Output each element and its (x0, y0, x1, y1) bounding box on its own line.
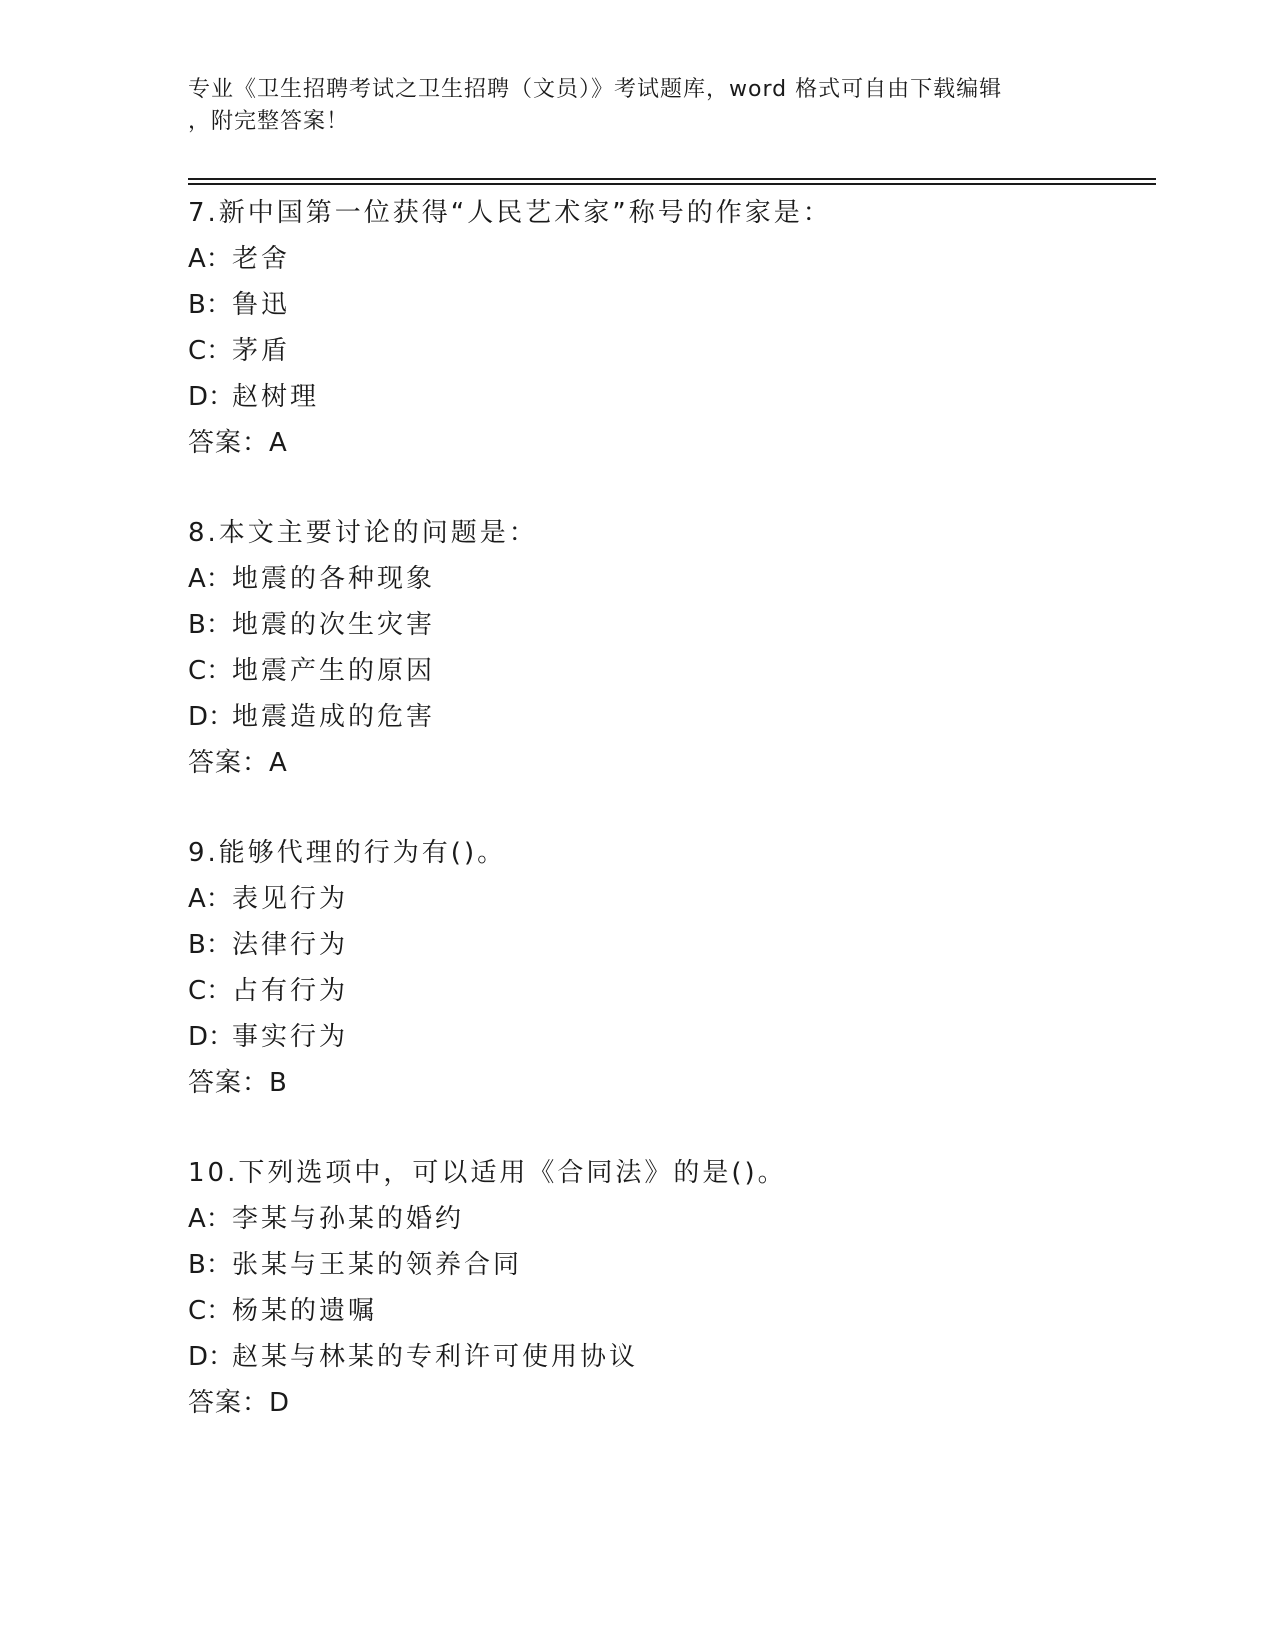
answer: 答案：D (188, 1388, 291, 1418)
option-d (188, 1014, 1148, 1060)
option-key: A： (188, 884, 232, 914)
option-text: 占有行为 (232, 976, 349, 1006)
option-key: B： (188, 610, 232, 640)
document-header (188, 74, 1088, 138)
option-text: 法律行为 (232, 930, 349, 960)
option-text: 李某与孙某的婚约 (232, 1204, 465, 1234)
header-line-2: ，附完整答案！ (188, 109, 350, 134)
option-c (188, 1288, 1148, 1334)
option-text: 地震产生的原因 (232, 656, 436, 686)
option-c (188, 968, 1148, 1014)
option-key: C： (188, 656, 233, 686)
option-b (188, 602, 1148, 648)
option-d (188, 374, 1148, 420)
answer: 答案：A (188, 748, 288, 778)
option-d (188, 1334, 1148, 1380)
option-text: 地震的各种现象 (232, 564, 436, 594)
option-c (188, 648, 1148, 694)
question-10 (188, 1150, 1148, 1470)
option-text: 表见行为 (232, 884, 349, 914)
option-key: B： (188, 930, 232, 960)
option-b (188, 922, 1148, 968)
option-text: 事实行为 (232, 1022, 349, 1052)
option-key: C： (188, 1296, 233, 1326)
option-c (188, 328, 1148, 374)
option-key: D： (188, 1342, 235, 1372)
option-key: A： (188, 564, 232, 594)
option-d (188, 694, 1148, 740)
option-text: 赵某与林某的专利许可使用协议 (232, 1342, 639, 1372)
question-prompt: 8.本文主要讨论的问题是： (188, 518, 538, 548)
question-8 (188, 510, 1148, 830)
option-text: 杨某的遗嘱 (232, 1296, 378, 1326)
header-divider-bottom (188, 183, 1156, 185)
question-7 (188, 190, 1148, 510)
answer: 答案：A (188, 428, 288, 458)
option-text: 茅盾 (232, 336, 291, 366)
option-text: 赵树理 (232, 382, 320, 412)
option-key: D： (188, 1022, 235, 1052)
option-a (188, 1196, 1148, 1242)
option-a (188, 876, 1148, 922)
question-list (188, 190, 1148, 1470)
header-line-1: 专业《卫生招聘考试之卫生招聘（文员）》考试题库，word 格式可自由下载编辑 (188, 77, 1003, 102)
option-text: 地震造成的危害 (232, 702, 436, 732)
option-key: D： (188, 702, 235, 732)
option-a (188, 556, 1148, 602)
option-b (188, 1242, 1148, 1288)
answer: 答案：B (188, 1068, 288, 1098)
option-key: D： (188, 382, 235, 412)
option-key: B： (188, 1250, 232, 1280)
question-9 (188, 830, 1148, 1150)
question-prompt: 7.新中国第一位获得“人民艺术家”称号的作家是： (188, 198, 832, 228)
option-key: A： (188, 1204, 232, 1234)
option-key: A： (188, 244, 232, 274)
option-key: C： (188, 336, 233, 366)
option-a (188, 236, 1148, 282)
option-key: C： (188, 976, 233, 1006)
option-b (188, 282, 1148, 328)
option-text: 老舍 (232, 244, 291, 274)
question-prompt: 10.下列选项中，可以适用《合同法》的是()。 (188, 1158, 787, 1188)
option-text: 张某与王某的领养合同 (232, 1250, 523, 1280)
option-key: B： (188, 290, 232, 320)
question-prompt: 9.能够代理的行为有()。 (188, 838, 507, 868)
option-text: 地震的次生灾害 (232, 610, 436, 640)
option-text: 鲁迅 (232, 290, 291, 320)
header-divider-top (188, 178, 1156, 180)
